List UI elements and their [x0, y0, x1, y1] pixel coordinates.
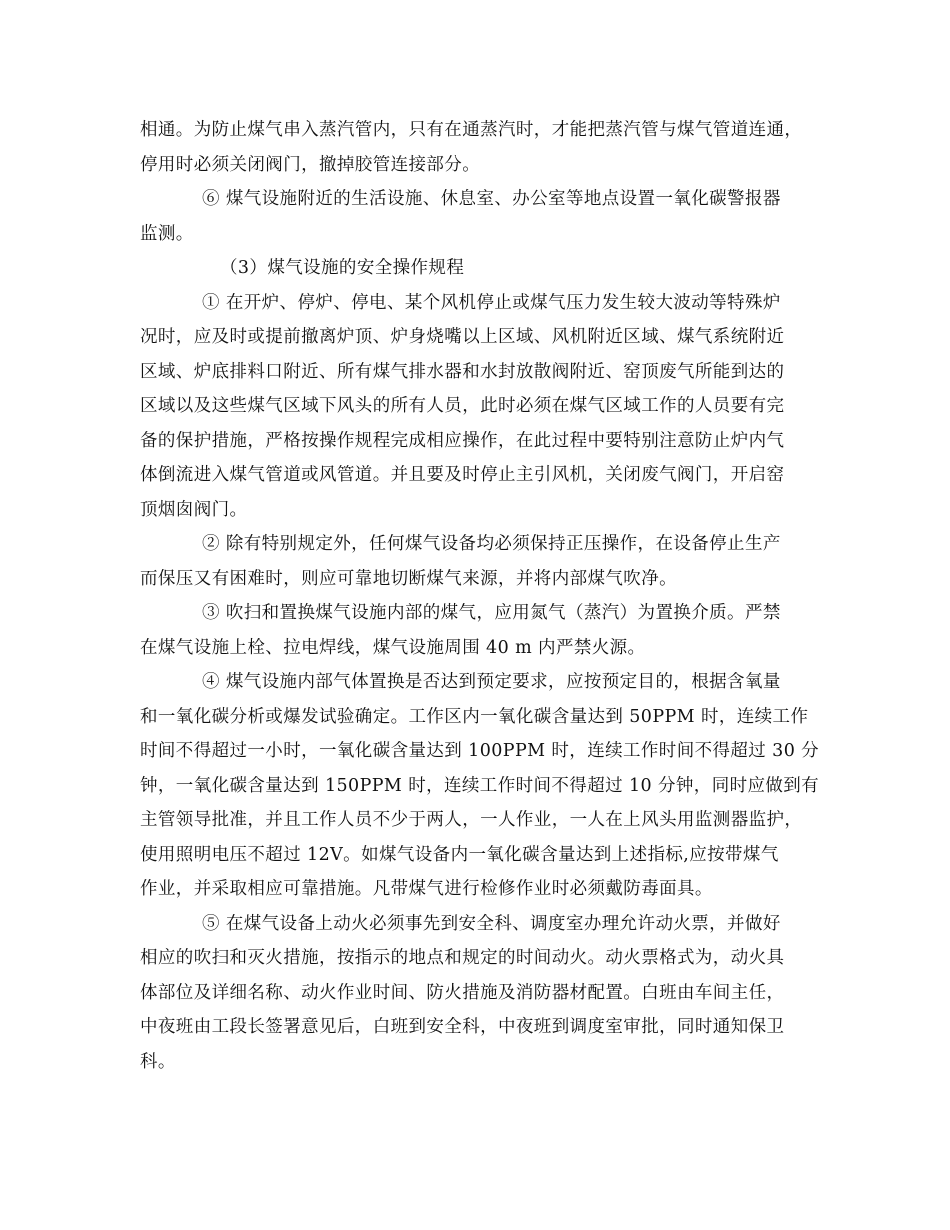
paragraph-line: 钟，一氧化碳含量达到 150PPM 时，连续工作时间不得超过 10 分钟，同时应做到有	[140, 775, 820, 796]
paragraph-line: 相应的吹扫和灭火措施，按指示的地点和规定的时间动火。动火票格式为，动火具	[140, 948, 785, 968]
paragraph-line: 体倒流进入煤气管道或风管道。并且要及时停止主引风机，关闭废气阀门，开启窑	[140, 465, 785, 485]
paragraph-line: 顶烟囱阀门。	[140, 499, 248, 520]
paragraph-line: 况时，应及时或提前撤离炉顶、炉身烧嘴以上区域、风机附近区域、煤气系统附近	[140, 327, 785, 347]
paragraph-line: 监测。	[140, 223, 194, 244]
paragraph-line: 作业，并采取相应可靠措施。凡带煤气进行检修作业时必须戴防毒面具。	[140, 879, 713, 899]
paragraph-line: 相通。为防止煤气串入蒸汽管内，只有在通蒸汽时，才能把蒸汽管与煤气管道连通，	[140, 120, 803, 140]
paragraph-line: 区域以及这些煤气区域下风头的所有人员，此时必须在煤气区域工作的人员要有完	[140, 396, 785, 416]
paragraph-line: 时间不得超过一小时，一氧化碳含量达到 100PPM 时，连续工作时间不得超过 30 分	[140, 741, 820, 761]
paragraph-line: ④ 煤气设施内部气体置换是否达到预定要求，应按预定目的，根据含氧量	[202, 672, 781, 692]
paragraph-line: 区域、炉底排料口附近、所有煤气排水器和水封放散阀附近、窑顶废气所能到达的	[140, 361, 785, 382]
paragraph-line: 和一氧化碳分析或爆发试验确定。工作区内一氧化碳含量达到 50PPM 时，连续工作	[140, 706, 809, 727]
paragraph-line: 而保压又有困难时，则应可靠地切断煤气来源，并将内部煤气吹净。	[140, 568, 677, 589]
section-heading: （3）煤气设施的安全操作规程	[220, 258, 465, 278]
paragraph-line: 体部位及详细名称、动火作业时间、防火措施及消防器材配置。白班由车间主任，	[140, 982, 785, 1003]
paragraph-line: 科。	[140, 1051, 176, 1072]
paragraph-line: 备的保护措施，严格按操作规程完成相应操作，在此过程中要特别注意防止炉内气	[140, 430, 785, 451]
paragraph-line: 中夜班由工段长签署意见后，白班到安全科，中夜班到调度室审批，同时通知保卫	[140, 1017, 785, 1037]
paragraph-line: ⑤ 在煤气设备上动火必须事先到安全科、调度室办理允许动火票，并做好	[202, 913, 781, 934]
paragraph-line: ⑥ 煤气设施附近的生活设施、休息室、办公室等地点设置一氧化碳警报器	[202, 189, 781, 209]
paragraph-line: ② 除有特别规定外，任何煤气设备均必须保持正压操作，在设备停止生产	[202, 534, 781, 554]
paragraph-line: ③ 吹扫和置换煤气设施内部的煤气，应用氮气（蒸汽）为置换介质。严禁	[202, 603, 781, 623]
document-body	[140, 113, 836, 1079]
paragraph-line: 使用照明电压不超过 12V。如煤气设备内一氧化碳含量达到上述指标,应按带煤气	[140, 844, 779, 865]
paragraph-line: 停用时必须关闭阀门，撤掉胶管连接部分。	[140, 154, 481, 175]
paragraph-line: 主管领导批准，并且工作人员不少于两人，一人作业，一人在上风头用监测器监护，	[140, 810, 803, 830]
paragraph-line: ① 在开炉、停炉、停电、某个风机停止或煤气压力发生较大波动等特殊炉	[202, 292, 781, 313]
paragraph-line: 在煤气设施上栓、拉电焊线，煤气设施周围 40 m 内严禁火源。	[140, 637, 646, 658]
